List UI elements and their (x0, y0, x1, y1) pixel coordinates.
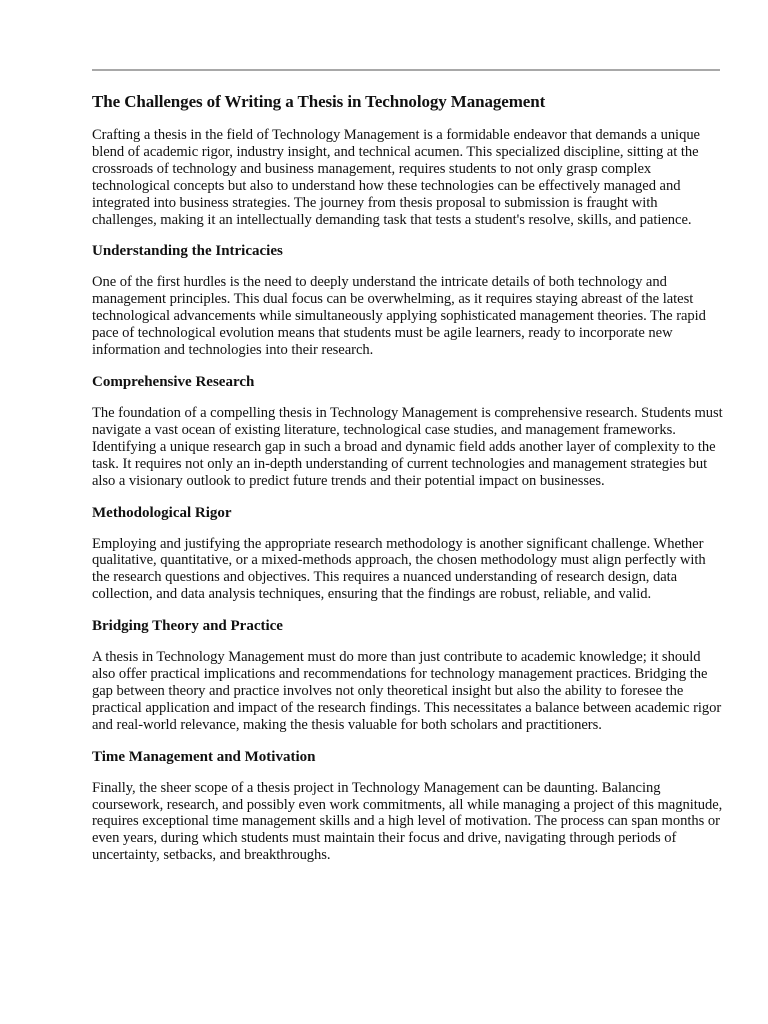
section-heading-time-management: Time Management and Motivation (92, 748, 316, 765)
section-heading-research: Comprehensive Research (92, 373, 255, 390)
article-body (92, 92, 724, 878)
document-title: The Challenges of Writing a Thesis in Technology Management (92, 92, 546, 111)
section-paragraph-time-management: Finally, the sheer scope of a thesis project in Technology Management can be daunting. Balancing coursework, research, and possibly even work commitments, all while managing a project of this magnitude, requires exceptional time management skills and a high level of motivation. The process can span months or even years, during which students must maintain their focus and drive, navigating through periods of uncertainty, setbacks, and breakthroughs. (92, 779, 723, 864)
section-paragraph-methodology: Employing and justifying the appropriate research methodology is another significant challenge. Whether qualitative, quantitative, or a mixed-methods approach, the chosen methodology must align perfectly with the research questions and objectives. This requires a nuanced understanding of research design, data collection, and data analysis techniques, ensuring that the findings are robust, reliable, and valid. (92, 535, 706, 603)
section-heading-theory-practice: Bridging Theory and Practice (92, 618, 283, 635)
section-paragraph-theory-practice: A thesis in Technology Management must do more than just contribute to academic knowledge; it should also offer practical implications and recommendations for technology management practices. Bridging the gap between theory and practice involves not only theoretical insight but also the ability to foresee the practical application and impact of the research findings. This necessitates a balance between academic rigor and real-world relevance, making the thesis valuable for both scholars and practitioners. (92, 649, 722, 733)
intro-paragraph: Crafting a thesis in the field of Technology Management is a formidable endeavor that demands a unique blend of academic rigor, industry insight, and technical acumen. This specialized discipline, sitting at the crossroads of technology and business management, requires students to not only grasp complex technological concepts but also to understand how these technologies can be effectively managed and integrated into business strategies. The journey from thesis proposal to submission is fraught with challenges, making it an intellectually demanding task that tests a student's resolve, skills, and patience. (92, 127, 700, 228)
section-paragraph-research: The foundation of a compelling thesis in Technology Management is comprehensive research. Students must navigate a vast ocean of existing literature, technological case studies, and management frameworks. Identifying a unique research gap in such a broad and dynamic field adds another layer of complexity to the task. It requires not only an in-depth understanding of current technologies and management strategies but also a visionary outlook to predict future trends and their potential impact on businesses. (92, 404, 723, 489)
section-heading-methodology: Methodological Rigor (92, 504, 232, 521)
top-divider (92, 69, 720, 71)
section-paragraph-intricacies: One of the first hurdles is the need to deeply understand the intricate details of both technology and management principles. This dual focus can be overwhelming, as it requires staying abreast of the latest technological advancements while simultaneously applying sophisticated management theories. The rapid pace of technological evolution means that students must be agile learners, ready to incorporate new information and technologies into their research. (92, 274, 706, 359)
section-heading-intricacies: Understanding the Intricacies (92, 243, 283, 260)
